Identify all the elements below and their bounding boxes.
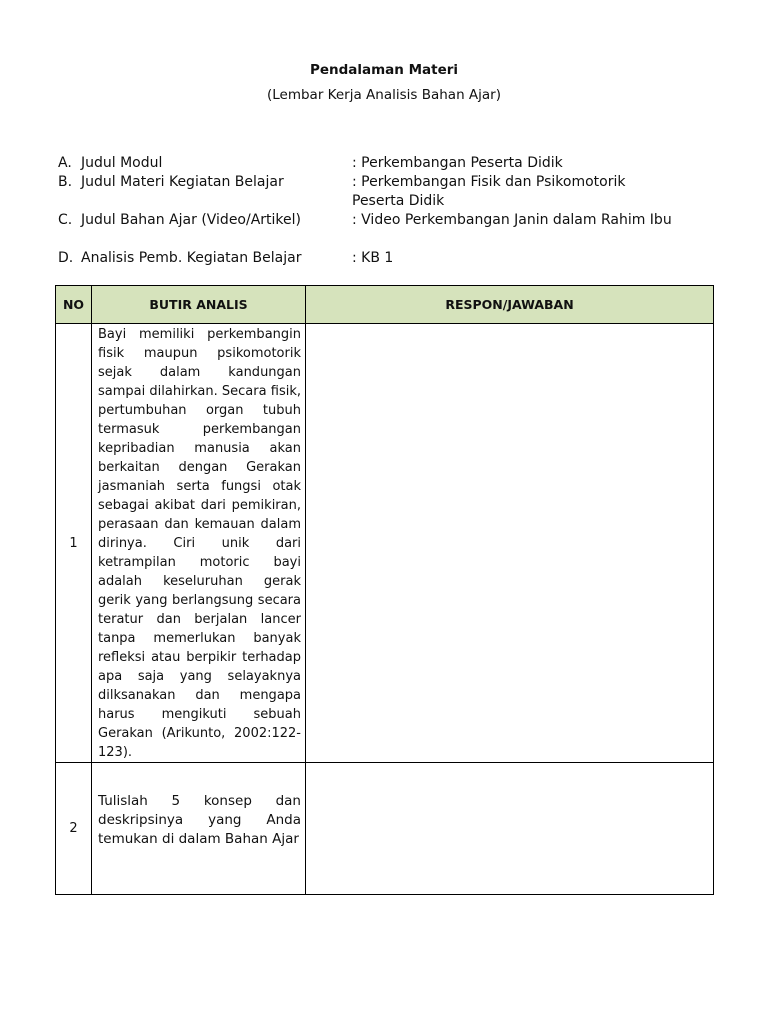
info-letter: D.: [58, 250, 74, 266]
info-label: Analisis Pemb. Kegiatan Belajar: [81, 250, 302, 266]
info-value: : Perkembangan Peserta Didik: [352, 155, 563, 171]
header-respon-jawaban: RESPON/JAWABAN: [306, 286, 714, 324]
butir-analis-text: Bayi memiliki perkembangin fisik maupun psikomotorik sejak dalam kandungan sampai dilahirkan. Secara fisik, pertumbuhan organ tubuh termasuk perkembangan kepribadian manusia akan berkaitan dengan Gerakan jasmaniah serta fungsi otak sebagai akibat dari pemikiran, perasaan dan kemauan dalam dirinya. Ciri unik dari ketrampilan motoric bayi adalah keseluruhan gerak gerik yang berlangsung secara teratur dan berjalan lancer tanpa memerlukan banyak refleksi atau berpikir terhadap apa saja yang selayaknya dilksanakan dan mengapa harus mengikuti sebuah Gerakan (Arikunto, 2002:122-123).: [98, 327, 301, 760]
info-value: : Video Perkembangan Janin dalam Rahim Ibu: [352, 212, 672, 228]
butir-analis-cell: [92, 763, 306, 895]
info-label: Judul Bahan Ajar (Video/Artikel): [81, 212, 302, 228]
info-value: : KB 1: [352, 250, 394, 266]
info-letter: C.: [58, 212, 73, 228]
document-title: Pendalaman Materi: [309, 62, 459, 78]
table-header-row: [56, 286, 714, 324]
respon-jawaban-cell[interactable]: [306, 324, 714, 763]
header-butir-analis: BUTIR ANALIS: [92, 286, 306, 324]
document-subtitle: (Lembar Kerja Analisis Bahan Ajar): [266, 87, 501, 103]
analysis-table: [55, 285, 714, 895]
info-letter: B.: [58, 174, 73, 190]
info-letter: A.: [58, 155, 72, 171]
info-value: : Perkembangan Fisik dan Psikomotorik Peserta Didik: [352, 174, 626, 209]
table-row: [56, 763, 714, 895]
info-label: Judul Materi Kegiatan Belajar: [81, 174, 284, 190]
butir-analis-text: Tulislah 5 konsep dan deskripsinya yang Anda temukan di dalam Bahan Ajar: [98, 793, 301, 847]
respon-jawaban-cell[interactable]: [306, 763, 714, 895]
row-number: 2: [56, 763, 92, 895]
row-number: 1: [56, 324, 92, 763]
butir-analis-cell: [92, 324, 306, 763]
info-label: Judul Modul: [81, 155, 163, 171]
header-no: NO: [56, 286, 92, 324]
table-row: [56, 324, 714, 763]
